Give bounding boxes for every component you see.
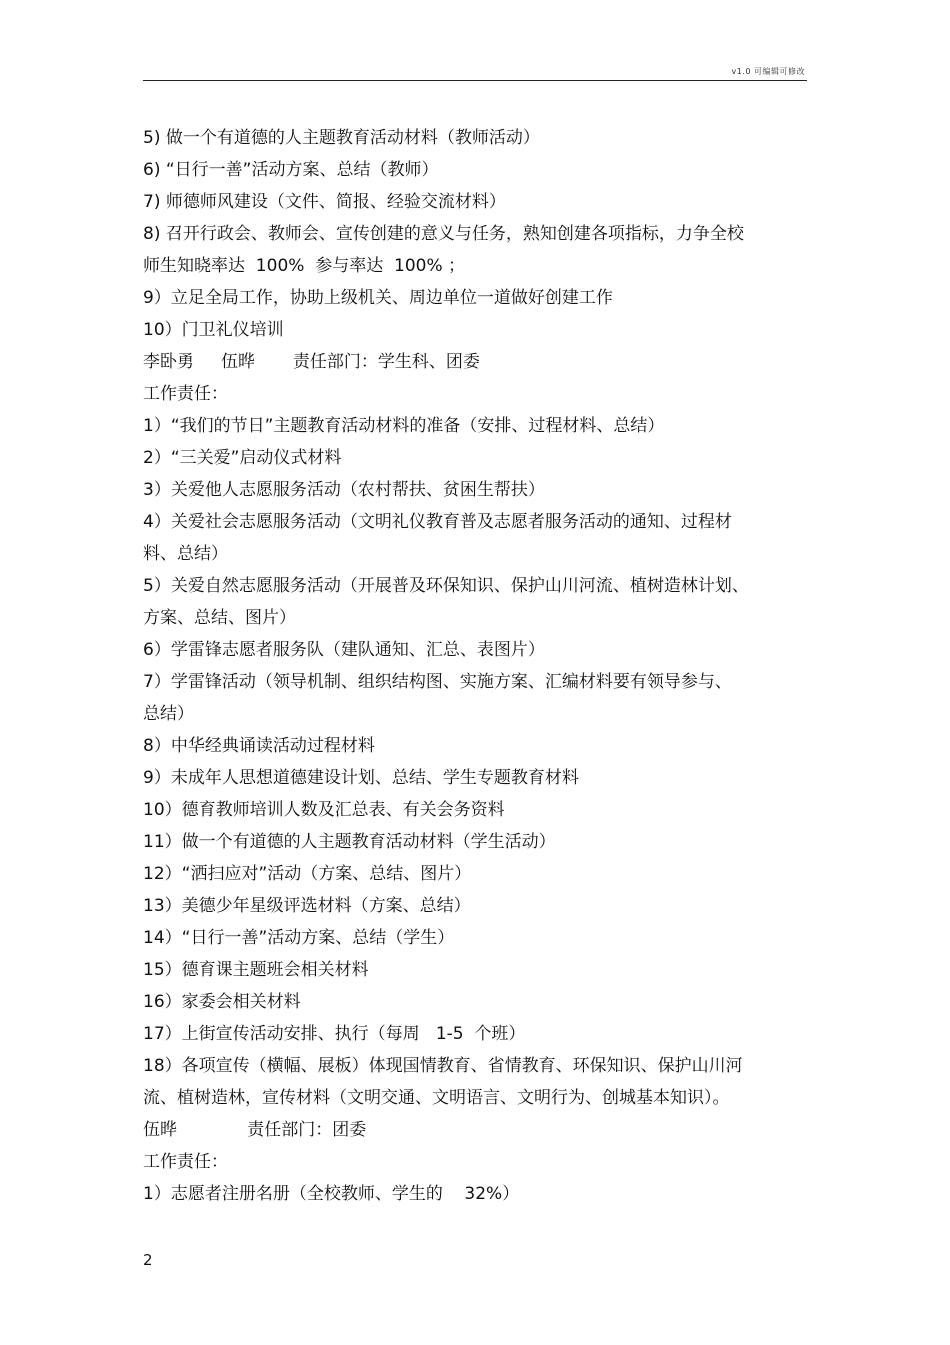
text-line: 工作责任： — [143, 384, 228, 404]
text-line: 8) 召开行政会、教师会、宣传创建的意义与任务，熟知创建各项指标，力争全校 — [143, 224, 744, 244]
text-line: 1）志愿者注册名册（全校教师、学生的 32%） — [143, 1184, 520, 1204]
text-line: 10）德育教师培训人数及汇总表、有关会务资料 — [143, 800, 505, 820]
text-line: 师生知晓率达 100% 参与率达 100% ； — [143, 256, 466, 276]
text-line: 工作责任： — [143, 1152, 228, 1172]
text-line: 李卧勇 伍晔 责任部门：学生科、团委 — [143, 352, 480, 372]
text-line: 17）上街宣传活动安排、执行（每周 1-5 个班） — [143, 1024, 526, 1044]
text-line: 7) 师德师风建设（文件、简报、经验交流材料） — [143, 192, 506, 212]
text-line: 伍晔 责任部门：团委 — [143, 1120, 367, 1140]
text-line: 6）学雷锋志愿者服务队（建队通知、汇总、表图片） — [143, 640, 545, 660]
text-line: 7）学雷锋活动（领导机制、组织结构图、实施方案、汇编材料要有领导参与、 — [143, 672, 732, 692]
text-line: 11）做一个有道德的人主题教育活动材料（学生活动） — [143, 832, 556, 852]
header-rule — [143, 80, 807, 81]
text-line: 4）关爱社会志愿服务活动（文明礼仪教育普及志愿者服务活动的通知、过程材 — [143, 512, 732, 532]
text-line: 5）关爱自然志愿服务活动（开展普及环保知识、保护山川河流、植树造林计划、 — [143, 576, 749, 596]
text-line: 18）各项宣传（横幅、展板）体现国情教育、省情教育、环保知识、保护山川河 — [143, 1056, 743, 1076]
text-line: 14）“日行一善”活动方案、总结（学生） — [143, 928, 455, 948]
text-line: 方案、总结、图片） — [143, 608, 296, 628]
text-line: 流、植树造林，宣传材料（文明交通、文明语言、文明行为、创城基本知识）。 — [143, 1088, 730, 1108]
document-body — [143, 122, 783, 1210]
text-line: 料、总结） — [143, 544, 228, 564]
page-number: 2 — [143, 1251, 153, 1269]
text-line: 12）“洒扫应对”活动（方案、总结、图片） — [143, 864, 472, 884]
text-line: 1）“我们的节日”主题教育活动材料的准备（安排、过程材料、总结） — [143, 416, 665, 436]
text-line: 15）德育课主题班会相关材料 — [143, 960, 369, 980]
text-line: 16）家委会相关材料 — [143, 992, 301, 1012]
text-line: 8）中华经典诵读活动过程材料 — [143, 736, 375, 756]
text-line: 3）关爱他人志愿服务活动（农村帮扶、贫困生帮扶） — [143, 480, 545, 500]
text-line: 5) 做一个有道德的人主题教育活动材料（教师活动） — [143, 128, 540, 148]
text-line: 9）立足全局工作，协助上级机关、周边单位一道做好创建工作 — [143, 288, 613, 308]
text-line: 13）美德少年星级评选材料（方案、总结） — [143, 896, 471, 916]
text-line: 总结） — [143, 704, 194, 724]
text-line: 6) “日行一善”活动方案、总结（教师） — [143, 160, 439, 180]
text-line: 2）“三关爱”启动仪式材料 — [143, 448, 342, 468]
version-note: v1.0 可编辑可修改 — [731, 67, 805, 76]
text-line: 9）未成年人思想道德建设计划、总结、学生专题教育材料 — [143, 768, 579, 788]
text-line: 10）门卫礼仪培训 — [143, 320, 284, 340]
